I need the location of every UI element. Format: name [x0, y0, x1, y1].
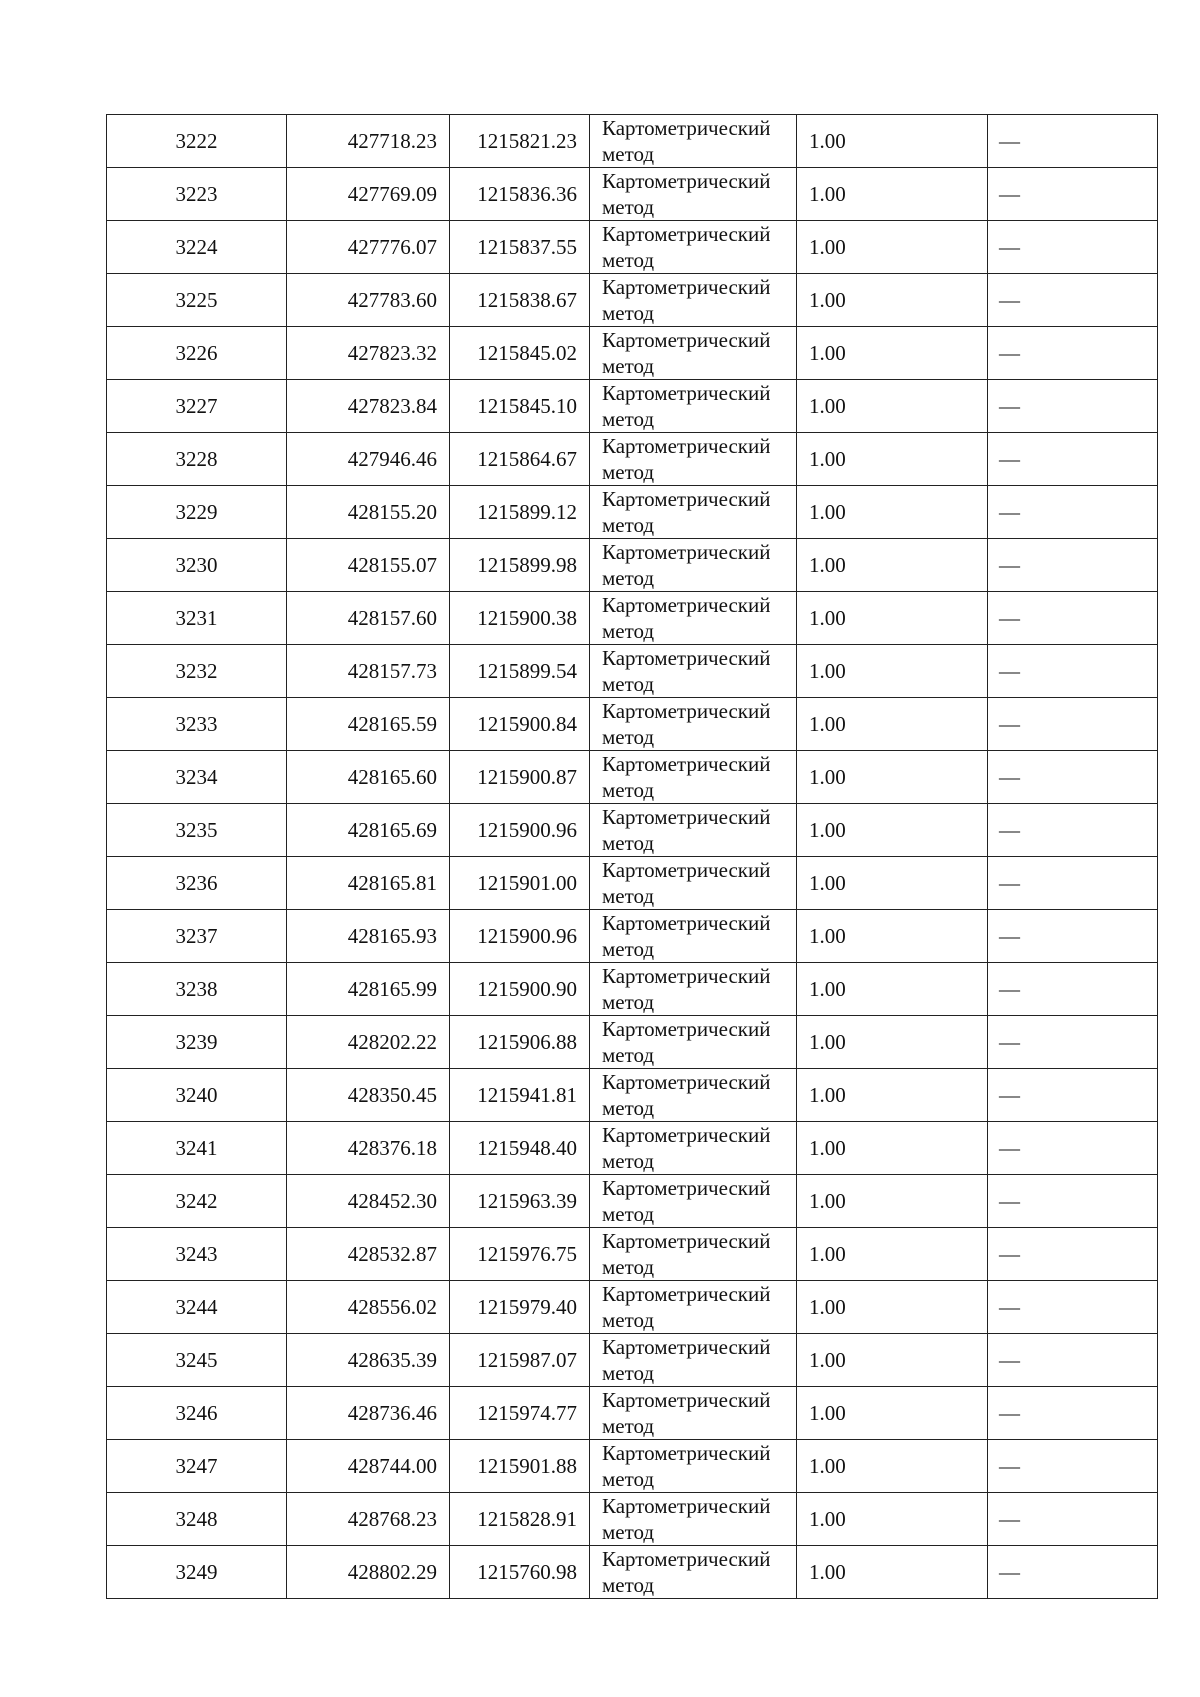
method-text-line: Картометрический — [602, 1388, 771, 1412]
method-cell — [590, 1016, 797, 1069]
description-cell: — — [988, 1016, 1158, 1069]
method-cell — [590, 1334, 797, 1387]
error-cell: 1.00 — [797, 274, 988, 327]
table-row — [107, 1281, 1158, 1334]
point-number-cell: 3246 — [107, 1387, 287, 1440]
x-coordinate-cell: 427769.09 — [287, 168, 450, 221]
table-row — [107, 539, 1158, 592]
method-text-line: метод — [602, 407, 655, 431]
description-cell: — — [988, 486, 1158, 539]
point-number-cell: 3228 — [107, 433, 287, 486]
description-cell: — — [988, 1069, 1158, 1122]
y-coordinate-cell: 1215987.07 — [450, 1334, 590, 1387]
x-coordinate-cell: 428744.00 — [287, 1440, 450, 1493]
y-coordinate-cell: 1215948.40 — [450, 1122, 590, 1175]
method-text-line: метод — [602, 1361, 655, 1385]
description-cell: — — [988, 539, 1158, 592]
method-text-line: Картометрический — [602, 116, 771, 140]
x-coordinate-cell: 428165.60 — [287, 751, 450, 804]
error-cell: 1.00 — [797, 1546, 988, 1599]
error-cell: 1.00 — [797, 1016, 988, 1069]
y-coordinate-cell: 1215828.91 — [450, 1493, 590, 1546]
description-cell: — — [988, 1281, 1158, 1334]
description-cell: — — [988, 804, 1158, 857]
method-text-line: Картометрический — [602, 540, 771, 564]
method-text-line: метод — [602, 1202, 655, 1226]
point-number-cell: 3235 — [107, 804, 287, 857]
error-cell: 1.00 — [797, 221, 988, 274]
description-cell: — — [988, 115, 1158, 168]
error-cell: 1.00 — [797, 486, 988, 539]
description-cell: — — [988, 1228, 1158, 1281]
method-cell — [590, 274, 797, 327]
method-text-line: Картометрический — [602, 1494, 771, 1518]
y-coordinate-cell: 1215900.84 — [450, 698, 590, 751]
method-text-line: метод — [602, 619, 655, 643]
y-coordinate-cell: 1215974.77 — [450, 1387, 590, 1440]
table-row — [107, 645, 1158, 698]
y-coordinate-cell: 1215941.81 — [450, 1069, 590, 1122]
method-text-line: Картометрический — [602, 434, 771, 458]
x-coordinate-cell: 428768.23 — [287, 1493, 450, 1546]
x-coordinate-cell: 428802.29 — [287, 1546, 450, 1599]
method-text-line: метод — [602, 672, 655, 696]
table-row — [107, 804, 1158, 857]
description-cell: — — [988, 1334, 1158, 1387]
x-coordinate-cell: 428165.81 — [287, 857, 450, 910]
method-text-line: Картометрический — [602, 1441, 771, 1465]
method-text-line: метод — [602, 1573, 655, 1597]
x-coordinate-cell: 428165.99 — [287, 963, 450, 1016]
method-cell — [590, 910, 797, 963]
method-cell — [590, 1493, 797, 1546]
method-text-line: метод — [602, 1255, 655, 1279]
x-coordinate-cell: 428165.69 — [287, 804, 450, 857]
method-cell — [590, 486, 797, 539]
table-row — [107, 1016, 1158, 1069]
x-coordinate-cell: 428376.18 — [287, 1122, 450, 1175]
method-text-line: Картометрический — [602, 646, 771, 670]
table-row — [107, 274, 1158, 327]
table-row — [107, 1440, 1158, 1493]
method-cell — [590, 857, 797, 910]
error-cell: 1.00 — [797, 168, 988, 221]
method-text-line: метод — [602, 1414, 655, 1438]
error-cell: 1.00 — [797, 1122, 988, 1175]
table-row — [107, 1493, 1158, 1546]
table-row — [107, 486, 1158, 539]
point-number-cell: 3226 — [107, 327, 287, 380]
method-cell — [590, 327, 797, 380]
method-text-line: Картометрический — [602, 699, 771, 723]
point-number-cell: 3225 — [107, 274, 287, 327]
method-text-line: Картометрический — [602, 752, 771, 776]
point-number-cell: 3241 — [107, 1122, 287, 1175]
method-text-line: метод — [602, 513, 655, 537]
y-coordinate-cell: 1215900.87 — [450, 751, 590, 804]
error-cell: 1.00 — [797, 1175, 988, 1228]
method-cell — [590, 645, 797, 698]
error-cell: 1.00 — [797, 751, 988, 804]
point-number-cell: 3244 — [107, 1281, 287, 1334]
y-coordinate-cell: 1215901.00 — [450, 857, 590, 910]
table-row — [107, 433, 1158, 486]
table-row — [107, 1175, 1158, 1228]
y-coordinate-cell: 1215899.12 — [450, 486, 590, 539]
x-coordinate-cell: 427718.23 — [287, 115, 450, 168]
error-cell: 1.00 — [797, 910, 988, 963]
error-cell: 1.00 — [797, 963, 988, 1016]
description-cell: — — [988, 645, 1158, 698]
point-number-cell: 3231 — [107, 592, 287, 645]
error-cell: 1.00 — [797, 645, 988, 698]
x-coordinate-cell: 427776.07 — [287, 221, 450, 274]
method-cell — [590, 1228, 797, 1281]
error-cell: 1.00 — [797, 698, 988, 751]
y-coordinate-cell: 1215899.54 — [450, 645, 590, 698]
x-coordinate-cell: 428635.39 — [287, 1334, 450, 1387]
x-coordinate-cell: 428452.30 — [287, 1175, 450, 1228]
method-cell — [590, 751, 797, 804]
method-cell — [590, 115, 797, 168]
method-cell — [590, 539, 797, 592]
y-coordinate-cell: 1215979.40 — [450, 1281, 590, 1334]
method-text-line: Картометрический — [602, 964, 771, 988]
x-coordinate-cell: 428155.07 — [287, 539, 450, 592]
table-row — [107, 1069, 1158, 1122]
method-text-line: Картометрический — [602, 381, 771, 405]
y-coordinate-cell: 1215845.10 — [450, 380, 590, 433]
x-coordinate-cell: 428155.20 — [287, 486, 450, 539]
description-cell: — — [988, 751, 1158, 804]
method-text-line: метод — [602, 937, 655, 961]
x-coordinate-cell: 428157.73 — [287, 645, 450, 698]
method-text-line: Картометрический — [602, 1123, 771, 1147]
method-text-line: Картометрический — [602, 858, 771, 882]
table-row — [107, 592, 1158, 645]
error-cell: 1.00 — [797, 380, 988, 433]
y-coordinate-cell: 1215900.38 — [450, 592, 590, 645]
error-cell: 1.00 — [797, 115, 988, 168]
x-coordinate-cell: 428202.22 — [287, 1016, 450, 1069]
error-cell: 1.00 — [797, 1440, 988, 1493]
method-cell — [590, 433, 797, 486]
table-row — [107, 1334, 1158, 1387]
x-coordinate-cell: 427946.46 — [287, 433, 450, 486]
method-text-line: метод — [602, 1308, 655, 1332]
table-row — [107, 1122, 1158, 1175]
method-cell — [590, 1440, 797, 1493]
method-text-line: Картометрический — [602, 1017, 771, 1041]
error-cell: 1.00 — [797, 1281, 988, 1334]
method-cell — [590, 1387, 797, 1440]
method-cell — [590, 1069, 797, 1122]
coordinates-table — [106, 114, 1158, 1599]
method-cell — [590, 1281, 797, 1334]
method-text-line: Картометрический — [602, 222, 771, 246]
method-text-line: метод — [602, 778, 655, 802]
point-number-cell: 3239 — [107, 1016, 287, 1069]
method-text-line: метод — [602, 354, 655, 378]
method-text-line: метод — [602, 990, 655, 1014]
table-row — [107, 910, 1158, 963]
method-cell — [590, 380, 797, 433]
point-number-cell: 3237 — [107, 910, 287, 963]
method-cell — [590, 1122, 797, 1175]
x-coordinate-cell: 428165.93 — [287, 910, 450, 963]
method-text-line: Картометрический — [602, 487, 771, 511]
x-coordinate-cell: 427823.32 — [287, 327, 450, 380]
point-number-cell: 3238 — [107, 963, 287, 1016]
description-cell: — — [988, 327, 1158, 380]
point-number-cell: 3224 — [107, 221, 287, 274]
description-cell: — — [988, 1387, 1158, 1440]
point-number-cell: 3236 — [107, 857, 287, 910]
method-text-line: метод — [602, 1096, 655, 1120]
method-cell — [590, 1546, 797, 1599]
error-cell: 1.00 — [797, 327, 988, 380]
method-text-line: Картометрический — [602, 1282, 771, 1306]
error-cell: 1.00 — [797, 1069, 988, 1122]
x-coordinate-cell: 427823.84 — [287, 380, 450, 433]
description-cell: — — [988, 698, 1158, 751]
error-cell: 1.00 — [797, 857, 988, 910]
description-cell: — — [988, 1546, 1158, 1599]
table-row — [107, 115, 1158, 168]
method-cell — [590, 1175, 797, 1228]
point-number-cell: 3240 — [107, 1069, 287, 1122]
y-coordinate-cell: 1215900.96 — [450, 804, 590, 857]
method-text-line: Картометрический — [602, 1229, 771, 1253]
point-number-cell: 3230 — [107, 539, 287, 592]
table-row — [107, 1546, 1158, 1599]
description-cell: — — [988, 1175, 1158, 1228]
x-coordinate-cell: 428165.59 — [287, 698, 450, 751]
x-coordinate-cell: 428532.87 — [287, 1228, 450, 1281]
description-cell: — — [988, 1493, 1158, 1546]
point-number-cell: 3233 — [107, 698, 287, 751]
x-coordinate-cell: 428157.60 — [287, 592, 450, 645]
description-cell: — — [988, 592, 1158, 645]
error-cell: 1.00 — [797, 539, 988, 592]
y-coordinate-cell: 1215837.55 — [450, 221, 590, 274]
error-cell: 1.00 — [797, 1387, 988, 1440]
method-text-line: Картометрический — [602, 169, 771, 193]
method-text-line: метод — [602, 142, 655, 166]
method-text-line: Картометрический — [602, 1335, 771, 1359]
method-text-line: метод — [602, 1520, 655, 1544]
error-cell: 1.00 — [797, 1228, 988, 1281]
point-number-cell: 3223 — [107, 168, 287, 221]
table-row — [107, 751, 1158, 804]
y-coordinate-cell: 1215901.88 — [450, 1440, 590, 1493]
method-cell — [590, 698, 797, 751]
description-cell: — — [988, 221, 1158, 274]
error-cell: 1.00 — [797, 1334, 988, 1387]
method-cell — [590, 168, 797, 221]
method-text-line: метод — [602, 1149, 655, 1173]
point-number-cell: 3248 — [107, 1493, 287, 1546]
y-coordinate-cell: 1215963.39 — [450, 1175, 590, 1228]
y-coordinate-cell: 1215864.67 — [450, 433, 590, 486]
error-cell: 1.00 — [797, 804, 988, 857]
point-number-cell: 3245 — [107, 1334, 287, 1387]
description-cell: — — [988, 1440, 1158, 1493]
y-coordinate-cell: 1215760.98 — [450, 1546, 590, 1599]
method-text-line: Картометрический — [602, 1070, 771, 1094]
point-number-cell: 3249 — [107, 1546, 287, 1599]
description-cell: — — [988, 963, 1158, 1016]
error-cell: 1.00 — [797, 592, 988, 645]
x-coordinate-cell: 427783.60 — [287, 274, 450, 327]
method-text-line: метод — [602, 725, 655, 749]
x-coordinate-cell: 428736.46 — [287, 1387, 450, 1440]
point-number-cell: 3247 — [107, 1440, 287, 1493]
method-text-line: метод — [602, 301, 655, 325]
x-coordinate-cell: 428350.45 — [287, 1069, 450, 1122]
method-cell — [590, 592, 797, 645]
point-number-cell: 3227 — [107, 380, 287, 433]
error-cell: 1.00 — [797, 433, 988, 486]
method-cell — [590, 804, 797, 857]
y-coordinate-cell: 1215836.36 — [450, 168, 590, 221]
description-cell: — — [988, 274, 1158, 327]
table-row — [107, 221, 1158, 274]
table-row — [107, 1387, 1158, 1440]
y-coordinate-cell: 1215899.98 — [450, 539, 590, 592]
table-row — [107, 1228, 1158, 1281]
method-text-line: Картометрический — [602, 1176, 771, 1200]
table-row — [107, 698, 1158, 751]
method-text-line: метод — [602, 831, 655, 855]
description-cell: — — [988, 380, 1158, 433]
y-coordinate-cell: 1215906.88 — [450, 1016, 590, 1069]
method-text-line: Картометрический — [602, 593, 771, 617]
method-text-line: Картометрический — [602, 911, 771, 935]
table-row — [107, 963, 1158, 1016]
description-cell: — — [988, 1122, 1158, 1175]
table-row — [107, 380, 1158, 433]
method-cell — [590, 963, 797, 1016]
y-coordinate-cell: 1215838.67 — [450, 274, 590, 327]
method-text-line: метод — [602, 884, 655, 908]
table-row — [107, 857, 1158, 910]
description-cell: — — [988, 433, 1158, 486]
method-cell — [590, 221, 797, 274]
table-row — [107, 327, 1158, 380]
table-row — [107, 168, 1158, 221]
y-coordinate-cell: 1215900.90 — [450, 963, 590, 1016]
description-cell: — — [988, 857, 1158, 910]
method-text-line: метод — [602, 1043, 655, 1067]
point-number-cell: 3243 — [107, 1228, 287, 1281]
y-coordinate-cell: 1215900.96 — [450, 910, 590, 963]
method-text-line: метод — [602, 1467, 655, 1491]
point-number-cell: 3232 — [107, 645, 287, 698]
description-cell: — — [988, 910, 1158, 963]
point-number-cell: 3222 — [107, 115, 287, 168]
error-cell: 1.00 — [797, 1493, 988, 1546]
y-coordinate-cell: 1215845.02 — [450, 327, 590, 380]
point-number-cell: 3234 — [107, 751, 287, 804]
point-number-cell: 3242 — [107, 1175, 287, 1228]
method-text-line: метод — [602, 248, 655, 272]
point-number-cell: 3229 — [107, 486, 287, 539]
method-text-line: Картометрический — [602, 805, 771, 829]
method-text-line: метод — [602, 195, 655, 219]
description-cell: — — [988, 168, 1158, 221]
method-text-line: Картометрический — [602, 328, 771, 352]
y-coordinate-cell: 1215976.75 — [450, 1228, 590, 1281]
method-text-line: метод — [602, 566, 655, 590]
method-text-line: метод — [602, 460, 655, 484]
y-coordinate-cell: 1215821.23 — [450, 115, 590, 168]
coordinates-table-body — [107, 115, 1158, 1599]
x-coordinate-cell: 428556.02 — [287, 1281, 450, 1334]
method-text-line: Картометрический — [602, 275, 771, 299]
method-text-line: Картометрический — [602, 1547, 771, 1571]
